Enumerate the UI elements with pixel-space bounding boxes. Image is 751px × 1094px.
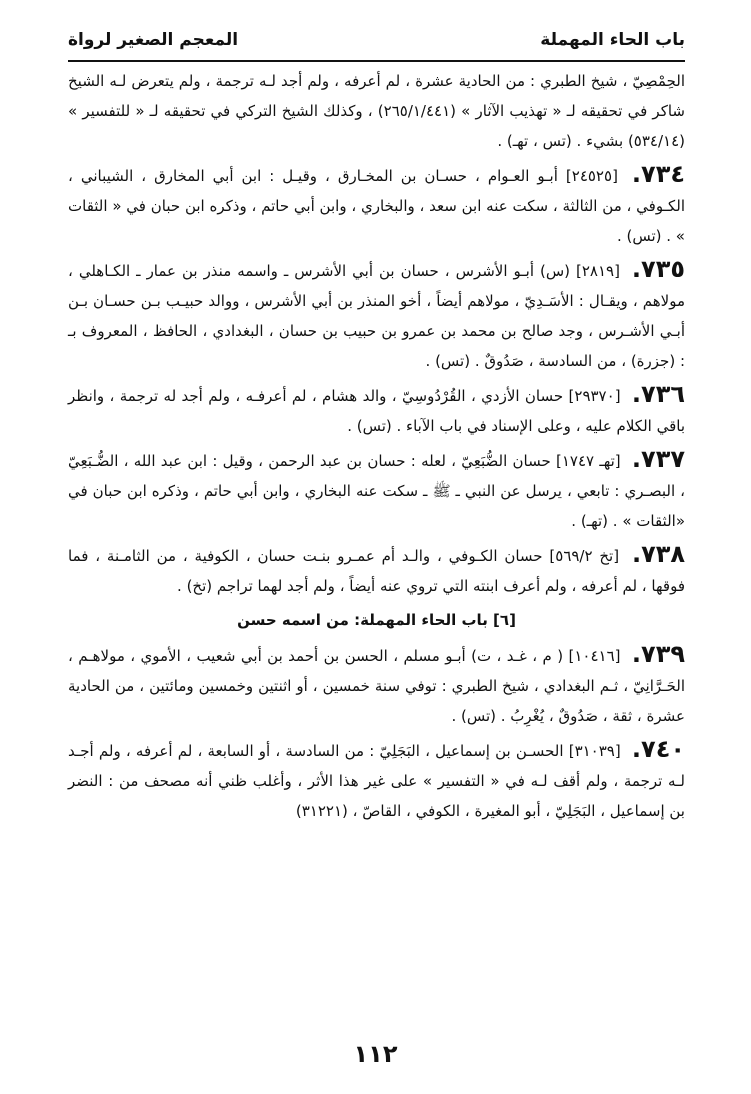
entry-text: [تخ ٥٦٩/٢] حسان الكـوفي ، والـد أم عمـرو بنـت حسان ، الكوفية ، من الثامـنة ، فما فوقها ، لم أعرفه ، ولم أعرف ابنته التي تروي عنه أيضاً ، ولم أجد لهما تراجم (تخ) .: [68, 547, 685, 595]
entry-text: [٢٨١٩] (س) أبـو الأشرس ، حسان بن أبي الأشرس ـ واسمه منذر بن عمار ـ الكـاهلي ، مولاهم ، ويقـال : الأسَـدِيّ ، مولاهم أيضاً ، أخو المنذر بن أبي الأشرس ، ووالد حبيـب بـن حسـان بـن أبـي الأشـرس ، وجد صالح بن محمد بن عمرو بن حبيب بن حسان ، البغدادي ، الحافظ ، المعروف بـ : (جزرة) ، من السادسة ، صَدُوقٌ . (تس) .: [68, 262, 685, 370]
entry-text: [٢٤٥٢٥] أبـو العـوام ، حسـان بن المخـارق ، وقيـل : ابن أبي المخارق ، الشيباني ، الكـوفي ، من الثالثة ، سكت عنه ابن سعد ، والبخاري ، وابن أبي حاتم ، وذكره ابن حبان في « الثقات » . (تس) .: [68, 167, 685, 245]
chapter-title: باب الحاء المهملة: [540, 30, 685, 50]
entry-continuation: [68, 66, 685, 156]
entry-text: الحِمْصِيّ ، شيخ الطبري : من الحادية عشرة ، لم أعرفه ، ولم أجد لـه ترجمة ، ولم يتعرض لـه الشيخ شاكر في تحقيقه لـ « تهذيب الآثار » (٢٦٥/١/٤٤١) ، وكذلك الشيخ التركي في تحقيقه لـ « للتفسير » (٥٣٤/١٤) بشيء . (تس ، تهـ) .: [68, 72, 685, 150]
entry-739: [68, 639, 685, 731]
entry-737: [68, 444, 685, 536]
entry-text: [١٠٤١٦] ( م ، غـد ، ت) أبـو مسلم ، الحسن بن أحمد بن أبي شعيب ، الأموي ، مولاهـم ، الحَـرَّانِيّ ، ثـم البغدادي ، شيخ الطبري : توفي سنة خمسين ، أو اثنتين وخمسين ومائتين ، من الحادية عشرة ، ثقة ، صَدُوقٌ ، يُغْرِبُ . (تس) .: [68, 647, 685, 725]
entry-text: [٢٩٣٧٠] حسان الأزدي ، القُرْدُوسِيّ ، والد هشام ، لم أعرفـه ، ولم أجد له ترجمة ، وانظر باقي الكلام عليه ، وعلى الإسناد في باب الآباء . (تس) .: [68, 387, 685, 435]
running-header: [68, 26, 685, 62]
entry-text: [٣١٠٣٩] الحسـن بن إسماعيل ، البَجَلِيّ : من السادسة ، أو السابعة ، لم أعرفه ، ولم أجـد لـه ترجمة ، ولم أقف لـه في « التفسير » على غير هذا الأثر ، وأغلب ظني أنه مصحف من : النضر بن إسماعيل ، البَجَلِيّ ، أبو المغيرة ، الكوفي ، القاصّ ، (٣١٢٢١): [68, 742, 685, 820]
entry-number: ٧٣٩.: [631, 640, 685, 668]
entry-734: [68, 159, 685, 251]
entry-735: [68, 254, 685, 376]
entry-number: ٧٣٧.: [631, 445, 685, 473]
book-title: المعجم الصغير لرواة: [68, 30, 239, 50]
entry-number: ٧٣٤.: [631, 160, 685, 188]
page-number: ١١٢: [353, 1040, 398, 1068]
entry-number: ٧٣٦.: [631, 380, 685, 408]
entry-number: ٧٣٨.: [631, 540, 686, 568]
entry-740: [68, 734, 685, 826]
section-heading: [٦] باب الحاء المهملة: من اسمه حسن: [237, 611, 516, 629]
entry-number: ٧٤٠.: [631, 735, 685, 763]
entry-number: ٧٣٥.: [631, 255, 685, 283]
page-body: [68, 66, 685, 829]
entry-738: [68, 539, 685, 601]
header-divider: [68, 60, 685, 62]
entry-736: [68, 379, 685, 441]
entry-text: [تهـ ١٧٤٧] حسان الضُّبَعِيّ ، لعله : حسان بن عبد الرحمن ، وقيل : ابن عبد الله ، الضُّـبَعِيّ ، البصـري : تابعي ، يرسل عن النبي ـ ﷺ ـ سكت عنه البخاري ، وابن أبي حاتم ، وذكره ابن حبان في «الثقات » . (تهـ) .: [68, 452, 685, 530]
